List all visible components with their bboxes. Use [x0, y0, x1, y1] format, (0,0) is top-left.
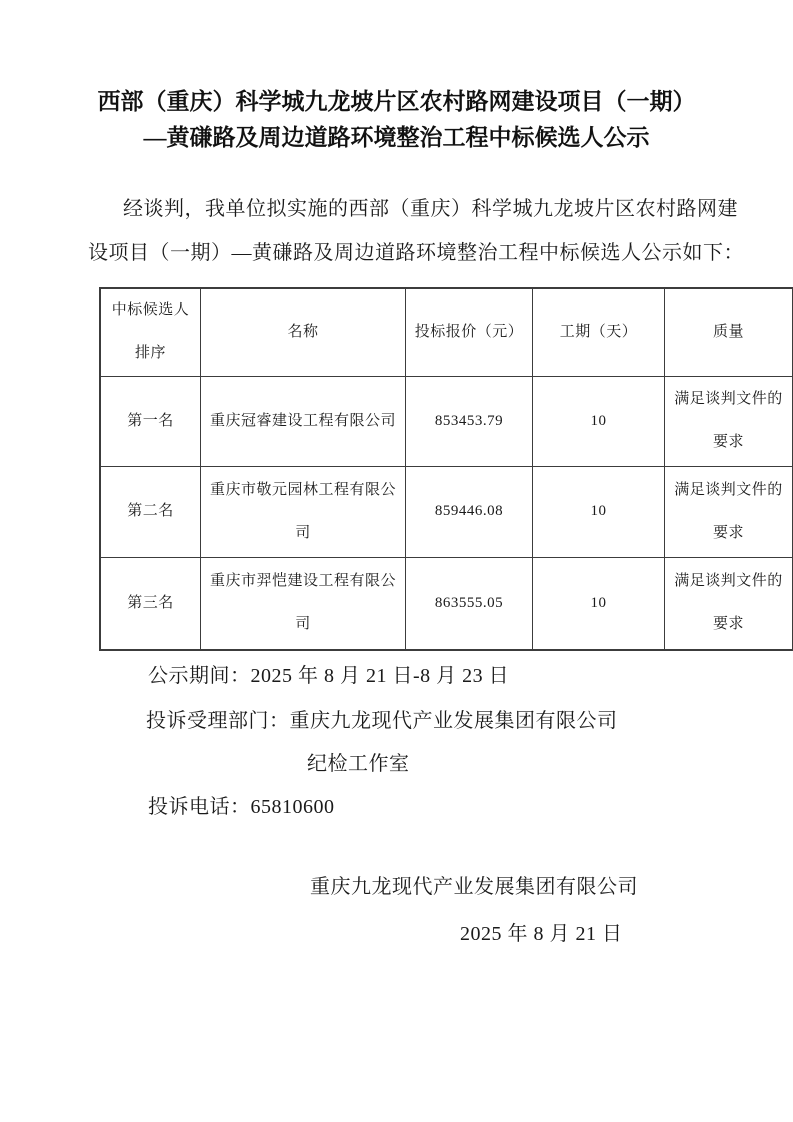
cell-price: 863555.05: [406, 557, 533, 650]
complaint-department-line: 投诉受理部门：重庆九龙现代产业发展集团有限公司: [146, 710, 618, 732]
document-title-line-2: —黄磏路及周边道路环境整治工程中标候选人公示: [143, 125, 650, 150]
table-row: [100, 466, 793, 557]
table-row: [100, 376, 793, 466]
cell-duration: 10: [533, 466, 665, 557]
cell-quality: 满足谈判文件的要求: [665, 557, 793, 650]
issuer-signature-line: 重庆九龙现代产业发展集团有限公司: [310, 876, 638, 898]
cell-duration: 10: [533, 557, 665, 650]
publicity-period-line: 公示期间：2025 年 8 月 21 日-8 月 23 日: [148, 665, 510, 687]
complaint-phone-line: 投诉电话：65810600: [148, 796, 335, 818]
document-title: [0, 84, 793, 156]
cell-name: 重庆市敬元园林工程有限公司: [201, 466, 406, 557]
header-quality: 质量: [665, 288, 793, 376]
cell-duration: 10: [533, 376, 665, 466]
document-title-line-1: 西部（重庆）科学城九龙坡片区农村路网建设项目（一期）: [97, 89, 696, 114]
table-header-row: [100, 288, 793, 376]
cell-quality: 满足谈判文件的要求: [665, 376, 793, 466]
cell-name: 重庆冠睿建设工程有限公司: [201, 376, 406, 466]
cell-rank: 第三名: [100, 557, 201, 650]
cell-name: 重庆市羿恺建设工程有限公司: [201, 557, 406, 650]
cell-quality: 满足谈判文件的要求: [665, 466, 793, 557]
cell-rank: 第一名: [100, 376, 201, 466]
table-row: [100, 557, 793, 650]
cell-rank: 第二名: [100, 466, 201, 557]
bid-candidates-table: [99, 287, 793, 651]
intro-paragraph-line-2: 设项目（一期）—黄磏路及周边道路环境整治工程中标候选人公示如下：: [88, 242, 744, 264]
cell-price: 853453.79: [406, 376, 533, 466]
issue-date-line: 2025 年 8 月 21 日: [460, 923, 623, 945]
cell-price: 859446.08: [406, 466, 533, 557]
header-rank: 中标候选人排序: [100, 288, 201, 376]
header-duration: 工期（天）: [533, 288, 665, 376]
header-name: 名称: [201, 288, 406, 376]
intro-paragraph-line-1: 经谈判，我单位拟实施的西部（重庆）科学城九龙坡片区农村路网建: [123, 198, 738, 220]
complaint-department-cont-line: 纪检工作室: [307, 753, 410, 775]
header-price: 投标报价（元）: [406, 288, 533, 376]
